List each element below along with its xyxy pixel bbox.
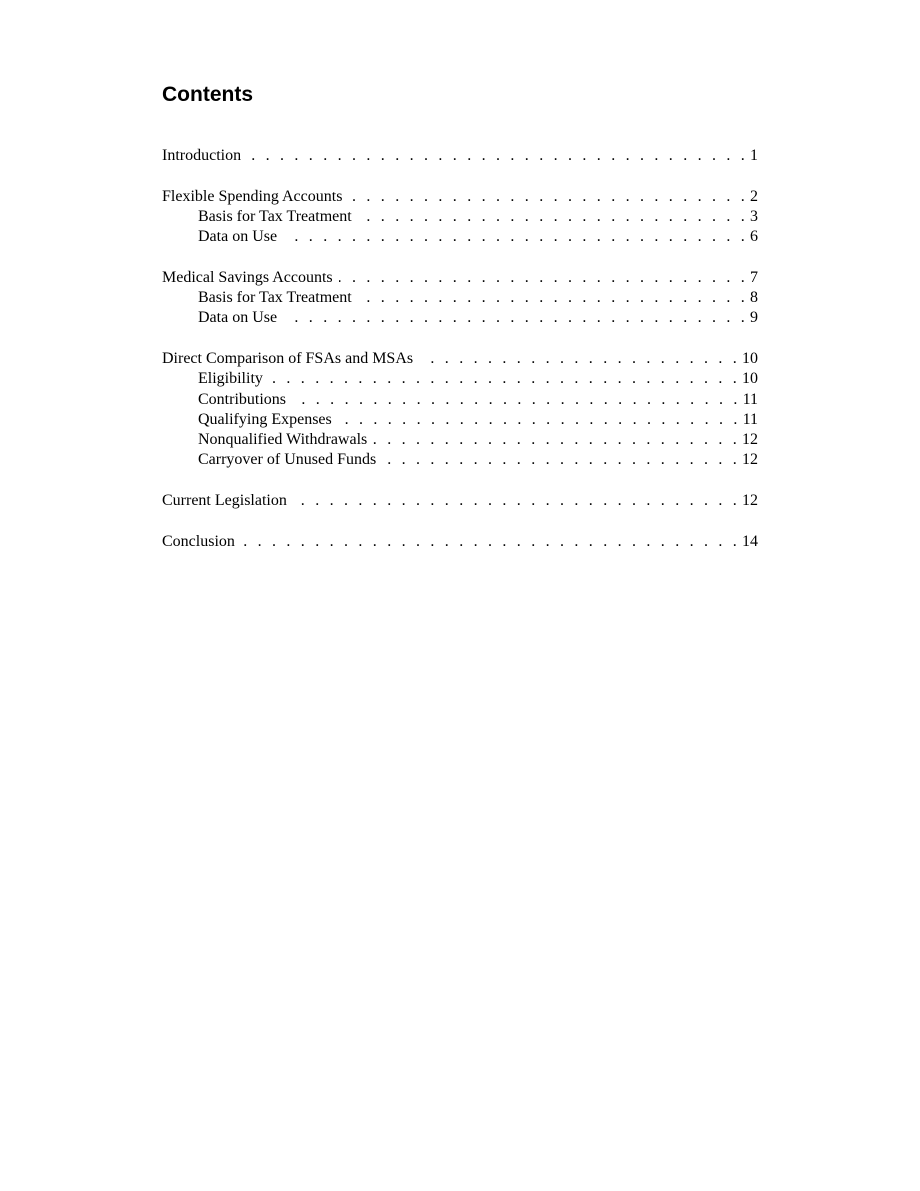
page-title: Contents — [162, 83, 253, 106]
toc-entry-carryover-of-unused-funds[interactable] — [162, 450, 758, 470]
toc-entry-label: Qualifying Expenses — [198, 410, 338, 430]
toc-entry-fsa-data-on-use[interactable] — [162, 227, 758, 247]
dot-leader — [241, 532, 740, 552]
dot-leader — [382, 450, 740, 470]
dot-leader — [373, 430, 740, 450]
toc-entry-page-number: 8 — [750, 289, 758, 307]
toc-entry-label: Nonqualified Withdrawals — [198, 430, 373, 450]
toc-entry-page-number: 6 — [750, 228, 758, 246]
toc-entry-label: Introduction — [162, 146, 247, 166]
toc-entry-direct-comparison[interactable] — [162, 349, 758, 369]
dot-leader — [419, 349, 740, 369]
toc-entry-page-number: 12 — [742, 431, 758, 449]
toc-entry-label: Flexible Spending Accounts — [162, 187, 348, 207]
toc-entry-fsa-basis-for-tax-treatment[interactable] — [162, 207, 758, 227]
dot-leader — [348, 187, 748, 207]
toc-entry-conclusion[interactable] — [162, 532, 758, 552]
dot-leader — [338, 410, 741, 430]
dot-leader — [283, 227, 748, 247]
toc-entry-label: Carryover of Unused Funds — [198, 450, 382, 470]
toc-entry-label: Current Legislation — [162, 491, 293, 511]
table-of-contents — [162, 146, 758, 552]
toc-entry-nonqualified-withdrawals[interactable] — [162, 430, 758, 450]
toc-entry-page-number: 10 — [742, 349, 758, 367]
toc-entry-current-legislation[interactable] — [162, 491, 758, 511]
dot-leader — [358, 288, 748, 308]
toc-entry-page-number: 2 — [750, 187, 758, 205]
dot-leader — [247, 146, 748, 166]
dot-leader — [292, 390, 741, 410]
toc-entry-page-number: 11 — [742, 410, 758, 428]
toc-entry-msa-data-on-use[interactable] — [162, 308, 758, 328]
toc-entry-label: Contributions — [198, 390, 292, 410]
toc-entry-label: Basis for Tax Treatment — [198, 288, 358, 308]
dot-leader — [293, 491, 740, 511]
toc-entry-page-number: 12 — [742, 451, 758, 469]
toc-entry-page-number: 3 — [750, 207, 758, 225]
toc-entry-page-number: 9 — [750, 309, 758, 327]
toc-entry-label: Medical Savings Accounts — [162, 268, 339, 288]
dot-leader — [283, 308, 748, 328]
toc-entry-label: Data on Use — [198, 308, 283, 328]
toc-entry-qualifying-expenses[interactable] — [162, 410, 758, 430]
dot-leader — [339, 268, 748, 288]
toc-entry-page-number: 10 — [742, 370, 758, 388]
toc-entry-page-number: 11 — [742, 390, 758, 408]
toc-entry-page-number: 7 — [750, 268, 758, 286]
toc-entry-introduction[interactable] — [162, 146, 758, 166]
toc-entry-eligibility[interactable] — [162, 369, 758, 389]
toc-entry-page-number: 12 — [742, 492, 758, 510]
toc-entry-label: Data on Use — [198, 227, 283, 247]
dot-leader — [358, 207, 748, 227]
dot-leader — [269, 369, 740, 389]
toc-entry-page-number: 1 — [750, 147, 758, 164]
toc-entry-page-number: 14 — [742, 532, 758, 550]
toc-entry-label: Eligibility — [198, 369, 269, 389]
toc-entry-medical-savings-accounts[interactable] — [162, 268, 758, 288]
toc-entry-msa-basis-for-tax-treatment[interactable] — [162, 288, 758, 308]
toc-entry-contributions[interactable] — [162, 390, 758, 410]
toc-entry-label: Conclusion — [162, 532, 241, 552]
toc-entry-label: Direct Comparison of FSAs and MSAs — [162, 349, 419, 369]
toc-entry-flexible-spending-accounts[interactable] — [162, 187, 758, 207]
toc-entry-label: Basis for Tax Treatment — [198, 207, 358, 227]
